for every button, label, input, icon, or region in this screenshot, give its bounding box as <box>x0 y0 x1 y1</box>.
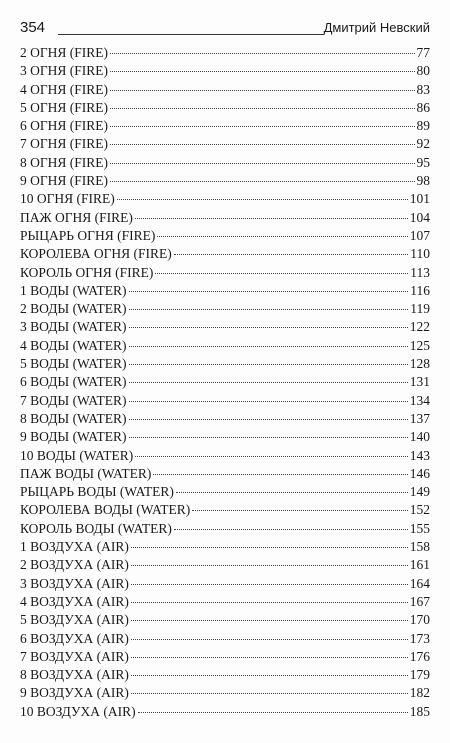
toc-entry <box>20 172 430 190</box>
toc-entry <box>20 666 430 684</box>
toc-entry <box>20 520 430 538</box>
dot-leader <box>129 291 409 292</box>
dot-leader <box>110 71 414 72</box>
toc-entry-page: 107 <box>409 227 430 243</box>
toc-entry <box>20 318 430 336</box>
toc-entry-page: 83 <box>416 81 430 97</box>
toc-entry-title: 7 ВОДЫ (WATER) <box>20 392 127 408</box>
toc-entry-title: 2 ВОДЫ (WATER) <box>20 301 127 317</box>
toc-entry-page: 86 <box>416 99 430 115</box>
toc-entry <box>20 99 430 117</box>
toc-entry <box>20 447 430 465</box>
toc-entry-page: 140 <box>409 429 430 445</box>
toc-entry-title: КОРОЛЬ ОГНЯ (FIRE) <box>20 264 154 280</box>
toc-entry-page: 134 <box>409 392 430 408</box>
toc-entry-page: 122 <box>409 319 430 335</box>
table-of-contents <box>20 44 430 721</box>
toc-entry <box>20 300 430 318</box>
toc-entry-title: 5 ВОЗДУХА (AIR) <box>20 612 129 628</box>
toc-entry <box>20 501 430 519</box>
page-number: 354 <box>20 19 46 36</box>
dot-leader <box>131 675 408 676</box>
dot-leader <box>176 492 408 493</box>
toc-entry <box>20 428 430 446</box>
toc-entry-page: 170 <box>409 612 430 628</box>
toc-entry-title: 10 ОГНЯ (FIRE) <box>20 191 115 207</box>
dot-leader <box>192 510 407 511</box>
toc-entry <box>20 392 430 410</box>
toc-entry-title: 3 ОГНЯ (FIRE) <box>20 63 109 79</box>
toc-entry-title: ПАЖ ОГНЯ (FIRE) <box>20 209 133 225</box>
running-header <box>20 18 430 42</box>
dot-leader <box>157 236 407 237</box>
toc-entry-title: 10 ВОДЫ (WATER) <box>20 447 134 463</box>
toc-entry <box>20 227 430 245</box>
toc-entry-title: 10 ВОЗДУХА (AIR) <box>20 703 136 719</box>
dot-leader <box>110 53 414 54</box>
dot-leader <box>131 584 408 585</box>
toc-entry-page: 110 <box>410 246 430 262</box>
toc-entry <box>20 117 430 135</box>
toc-entry-title: 8 ОГНЯ (FIRE) <box>20 154 109 170</box>
dot-leader <box>135 218 408 219</box>
toc-entry-title: ПАЖ ВОДЫ (WATER) <box>20 465 152 481</box>
toc-entry-page: 98 <box>416 173 430 189</box>
toc-entry <box>20 538 430 556</box>
dot-leader <box>131 657 408 658</box>
toc-entry <box>20 337 430 355</box>
toc-entry <box>20 630 430 648</box>
toc-entry <box>20 355 430 373</box>
toc-entry-title: 5 ВОДЫ (WATER) <box>20 356 127 372</box>
dot-leader <box>129 382 408 383</box>
toc-entry <box>20 483 430 501</box>
toc-entry-title: 1 ВОДЫ (WATER) <box>20 282 127 298</box>
dot-leader <box>117 199 408 200</box>
toc-entry-title: РЫЦАРЬ ВОДЫ (WATER) <box>20 484 174 500</box>
header-rule <box>58 34 324 35</box>
toc-entry-title: 8 ВОЗДУХА (AIR) <box>20 667 129 683</box>
toc-entry-page: 179 <box>409 667 430 683</box>
dot-leader <box>129 401 408 402</box>
toc-entry <box>20 209 430 227</box>
dot-leader <box>131 620 408 621</box>
toc-entry-title: 6 ВОЗДУХА (AIR) <box>20 630 129 646</box>
dot-leader <box>174 529 408 530</box>
dot-leader <box>131 693 408 694</box>
toc-entry-page: 101 <box>409 191 430 207</box>
toc-entry-page: 155 <box>409 520 430 536</box>
toc-entry <box>20 373 430 391</box>
dot-leader <box>129 346 408 347</box>
toc-entry-page: 164 <box>409 575 430 591</box>
toc-entry-title: 6 ОГНЯ (FIRE) <box>20 118 109 134</box>
dot-leader <box>110 181 414 182</box>
toc-entry-page: 158 <box>409 539 430 555</box>
dot-leader <box>129 437 408 438</box>
toc-entry-page: 116 <box>410 282 430 298</box>
toc-entry-page: 137 <box>409 410 430 426</box>
toc-entry-title: КОРОЛЬ ВОДЫ (WATER) <box>20 520 172 536</box>
toc-entry <box>20 593 430 611</box>
dot-leader <box>131 565 408 566</box>
toc-entry-page: 161 <box>409 557 430 573</box>
toc-entry <box>20 44 430 62</box>
toc-entry-page: 113 <box>410 264 430 280</box>
toc-entry-page: 125 <box>409 337 430 353</box>
toc-entry-page: 77 <box>416 45 430 60</box>
toc-entry-page: 80 <box>416 63 430 79</box>
dot-leader <box>174 254 408 255</box>
dot-leader <box>129 364 408 365</box>
dot-leader <box>129 419 408 420</box>
toc-entry <box>20 648 430 666</box>
dot-leader <box>110 90 414 91</box>
dot-leader <box>110 126 414 127</box>
dot-leader <box>131 602 408 603</box>
toc-entry <box>20 684 430 702</box>
toc-entry-title: 2 ОГНЯ (FIRE) <box>20 45 109 60</box>
toc-entry-page: 185 <box>409 703 430 719</box>
dot-leader <box>131 547 408 548</box>
toc-entry-page: 104 <box>409 209 430 225</box>
dot-leader <box>129 327 408 328</box>
toc-entry-page: 119 <box>410 301 430 317</box>
toc-entry-page: 167 <box>409 593 430 609</box>
toc-entry-page: 95 <box>416 154 430 170</box>
dot-leader <box>153 474 407 475</box>
toc-entry-page: 92 <box>416 136 430 152</box>
toc-entry-title: КОРОЛЕВА ВОДЫ (WATER) <box>20 502 191 518</box>
toc-entry-title: 8 ВОДЫ (WATER) <box>20 410 127 426</box>
toc-entry-title: 9 ВОЗДУХА (AIR) <box>20 685 129 701</box>
toc-entry-page: 146 <box>409 465 430 481</box>
toc-entry <box>20 81 430 99</box>
toc-entry-title: 4 ВОДЫ (WATER) <box>20 337 127 353</box>
dot-leader <box>131 639 408 640</box>
dot-leader <box>110 108 414 109</box>
toc-entry <box>20 190 430 208</box>
toc-entry-title: 3 ВОЗДУХА (AIR) <box>20 575 129 591</box>
toc-entry-page: 128 <box>409 356 430 372</box>
toc-entry <box>20 135 430 153</box>
toc-entry <box>20 556 430 574</box>
toc-entry <box>20 575 430 593</box>
toc-entry-page: 89 <box>416 118 430 134</box>
toc-entry-title: 7 ВОЗДУХА (AIR) <box>20 648 129 664</box>
toc-entry-page: 143 <box>409 447 430 463</box>
toc-entry-title: 4 ОГНЯ (FIRE) <box>20 81 109 97</box>
toc-entry-title: 6 ВОДЫ (WATER) <box>20 374 127 390</box>
toc-entry-title: КОРОЛЕВА ОГНЯ (FIRE) <box>20 246 172 262</box>
toc-entry <box>20 410 430 428</box>
running-head-author: Дмитрий Невский <box>323 20 430 35</box>
toc-entry <box>20 264 430 282</box>
toc-entry <box>20 465 430 483</box>
toc-entry-page: 152 <box>409 502 430 518</box>
toc-entry-title: РЫЦАРЬ ОГНЯ (FIRE) <box>20 227 156 243</box>
dot-leader <box>129 309 409 310</box>
toc-entry-title: 5 ОГНЯ (FIRE) <box>20 99 109 115</box>
toc-entry-title: 9 ОГНЯ (FIRE) <box>20 173 109 189</box>
toc-entry-page: 182 <box>409 685 430 701</box>
toc-entry-title: 3 ВОДЫ (WATER) <box>20 319 127 335</box>
toc-entry <box>20 62 430 80</box>
toc-entry-title: 7 ОГНЯ (FIRE) <box>20 136 109 152</box>
toc-entry-title: 1 ВОЗДУХА (AIR) <box>20 539 129 555</box>
dot-leader <box>155 273 408 274</box>
toc-entry <box>20 611 430 629</box>
toc-entry-page: 131 <box>409 374 430 390</box>
toc-entry <box>20 154 430 172</box>
toc-entry-title: 4 ВОЗДУХА (AIR) <box>20 593 129 609</box>
toc-entry <box>20 245 430 263</box>
dot-leader <box>135 456 407 457</box>
toc-entry-title: 2 ВОЗДУХА (AIR) <box>20 557 129 573</box>
toc-entry <box>20 703 430 721</box>
toc-entry-page: 149 <box>409 484 430 500</box>
toc-entry-title: 9 ВОДЫ (WATER) <box>20 429 127 445</box>
toc-entry <box>20 282 430 300</box>
toc-entry-page: 176 <box>409 648 430 664</box>
dot-leader <box>138 712 408 713</box>
dot-leader <box>110 144 414 145</box>
dot-leader <box>110 163 414 164</box>
toc-entry-page: 173 <box>409 630 430 646</box>
